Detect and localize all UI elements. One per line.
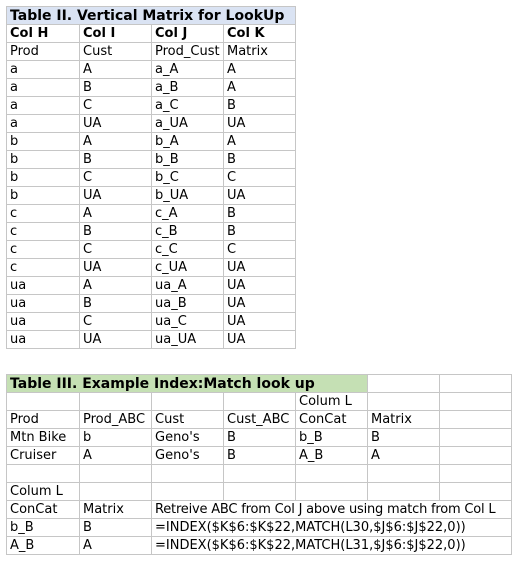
- cell-prod-cust: ua_B: [152, 295, 224, 313]
- empty-cell: [152, 393, 224, 411]
- header-concat: ConCat: [296, 411, 368, 429]
- cell-prod-cust: ua_A: [152, 277, 224, 295]
- cell-matrix: B: [224, 97, 296, 115]
- cell-matrix: UA: [224, 259, 296, 277]
- cell-matrix: A: [224, 61, 296, 79]
- cell-cust: C: [80, 313, 152, 331]
- empty-cell: [152, 483, 224, 501]
- cell-cust: B: [80, 79, 152, 97]
- cell-prod-cust: b_A: [152, 133, 224, 151]
- cell-prod-cust: a_B: [152, 79, 224, 97]
- cell-prod: a: [7, 97, 80, 115]
- table-iii: [6, 374, 512, 555]
- empty-cell: [80, 465, 152, 483]
- cell-prod: a: [7, 61, 80, 79]
- empty-cell: [368, 393, 440, 411]
- header-prod: Prod: [7, 411, 80, 429]
- cell-cust: A: [80, 133, 152, 151]
- field-name-prod: Prod: [7, 43, 80, 61]
- table-row: [7, 205, 296, 223]
- empty-cell: [80, 483, 152, 501]
- formula-row-2-formula: =INDEX($K$6:$K$22,MATCH(L31,$J$6:$J$22,0)): [152, 537, 512, 555]
- cell-prod-cust: b_UA: [152, 187, 224, 205]
- cell-cust: C: [80, 169, 152, 187]
- cell-prod: ua: [7, 331, 80, 349]
- table-row: [7, 223, 296, 241]
- row-mtn-bike-cust-abc: B: [224, 429, 296, 447]
- table-row: [7, 241, 296, 259]
- formula-row-1-formula: =INDEX($K$6:$K$22,MATCH(L30,$J$6:$J$22,0)): [152, 519, 512, 537]
- cell-matrix: UA: [224, 187, 296, 205]
- table-row: [7, 79, 296, 97]
- cell-prod: c: [7, 205, 80, 223]
- cell-matrix: C: [224, 241, 296, 259]
- cell-prod-cust: b_C: [152, 169, 224, 187]
- cell-cust: B: [80, 151, 152, 169]
- cell-cust: C: [80, 241, 152, 259]
- empty-cell: [440, 465, 512, 483]
- cell-cust: C: [80, 97, 152, 115]
- formula-row-2-concat: A_B: [7, 537, 80, 555]
- colum-l-label: Colum L: [296, 393, 368, 411]
- field-name-cust: Cust: [80, 43, 152, 61]
- table-row: [7, 133, 296, 151]
- cell-prod-cust: c_A: [152, 205, 224, 223]
- empty-cell: [7, 393, 80, 411]
- cell-prod: c: [7, 259, 80, 277]
- colum-l-label-2: Colum L: [7, 483, 80, 501]
- table-row: [7, 115, 296, 133]
- cell-prod: ua: [7, 313, 80, 331]
- cell-cust: A: [80, 277, 152, 295]
- table-ii-body: [7, 61, 296, 349]
- cell-prod: b: [7, 169, 80, 187]
- cell-prod-cust: a_A: [152, 61, 224, 79]
- cell-prod: b: [7, 187, 80, 205]
- row-cruiser-prod-abc: A: [80, 447, 152, 465]
- table-row: [7, 61, 296, 79]
- cell-prod: b: [7, 133, 80, 151]
- cell-prod: a: [7, 115, 80, 133]
- cell-prod: ua: [7, 277, 80, 295]
- col-header-k: Col K: [224, 25, 296, 43]
- row-mtn-bike-concat: b_B: [296, 429, 368, 447]
- row-cruiser-concat: A_B: [296, 447, 368, 465]
- empty-cell: [440, 375, 512, 393]
- table-row: [7, 331, 296, 349]
- table-row: [7, 97, 296, 115]
- row-cruiser-cust-abc: B: [224, 447, 296, 465]
- empty-cell: [440, 447, 512, 465]
- empty-cell: [440, 393, 512, 411]
- empty-cell: [440, 483, 512, 501]
- cell-matrix: UA: [224, 313, 296, 331]
- field-name-matrix: Matrix: [224, 43, 296, 61]
- cell-matrix: UA: [224, 331, 296, 349]
- col-header-j: Col J: [152, 25, 224, 43]
- cell-prod: b: [7, 151, 80, 169]
- col-header-i: Col I: [80, 25, 152, 43]
- formula-row-1-concat: b_B: [7, 519, 80, 537]
- cell-cust: B: [80, 295, 152, 313]
- cell-matrix: A: [224, 133, 296, 151]
- row-cruiser-matrix: A: [368, 447, 440, 465]
- table-row: [7, 313, 296, 331]
- empty-cell: [368, 375, 440, 393]
- empty-cell: [224, 483, 296, 501]
- empty-cell: [7, 465, 80, 483]
- cell-matrix: UA: [224, 277, 296, 295]
- table-row: [7, 277, 296, 295]
- cell-cust: UA: [80, 331, 152, 349]
- formula-row-1-matrix: B: [80, 519, 152, 537]
- row-cruiser-cust: Geno's: [152, 447, 224, 465]
- empty-cell: [368, 465, 440, 483]
- cell-prod-cust: c_UA: [152, 259, 224, 277]
- cell-prod-cust: a_C: [152, 97, 224, 115]
- cell-matrix: B: [224, 205, 296, 223]
- cell-matrix: B: [224, 151, 296, 169]
- row-mtn-bike-prod: Mtn Bike: [7, 429, 80, 447]
- cell-prod: c: [7, 241, 80, 259]
- retrieve-note: Retreive ABC from Col J above using match from Col L: [152, 501, 512, 519]
- table-ii: [6, 6, 296, 349]
- empty-cell: [224, 393, 296, 411]
- formula-row-2-matrix: A: [80, 537, 152, 555]
- row-cruiser-prod: Cruiser: [7, 447, 80, 465]
- row-mtn-bike-prod-abc: b: [80, 429, 152, 447]
- empty-cell: [440, 429, 512, 447]
- cell-prod-cust: ua_C: [152, 313, 224, 331]
- cell-prod-cust: a_UA: [152, 115, 224, 133]
- header2-matrix: Matrix: [80, 501, 152, 519]
- empty-cell: [368, 483, 440, 501]
- row-mtn-bike-matrix: B: [368, 429, 440, 447]
- header-cust-abc: Cust_ABC: [224, 411, 296, 429]
- empty-cell: [152, 465, 224, 483]
- table-row: [7, 151, 296, 169]
- cell-matrix: C: [224, 169, 296, 187]
- table-row: [7, 259, 296, 277]
- empty-cell: [224, 465, 296, 483]
- header2-concat: ConCat: [7, 501, 80, 519]
- table-row: [7, 187, 296, 205]
- field-name-prod-cust: Prod_Cust: [152, 43, 224, 61]
- cell-cust: B: [80, 223, 152, 241]
- cell-matrix: A: [224, 79, 296, 97]
- empty-cell: [440, 411, 512, 429]
- empty-cell: [296, 483, 368, 501]
- cell-prod-cust: c_C: [152, 241, 224, 259]
- cell-prod-cust: b_B: [152, 151, 224, 169]
- row-mtn-bike-cust: Geno's: [152, 429, 224, 447]
- cell-prod: c: [7, 223, 80, 241]
- cell-prod: a: [7, 79, 80, 97]
- cell-matrix: UA: [224, 295, 296, 313]
- cell-cust: A: [80, 61, 152, 79]
- cell-cust: UA: [80, 259, 152, 277]
- empty-cell: [296, 465, 368, 483]
- cell-prod-cust: c_B: [152, 223, 224, 241]
- header-cust: Cust: [152, 411, 224, 429]
- empty-cell: [80, 393, 152, 411]
- table-row: [7, 295, 296, 313]
- cell-cust: UA: [80, 187, 152, 205]
- header-prod-abc: Prod_ABC: [80, 411, 152, 429]
- cell-cust: A: [80, 205, 152, 223]
- header-matrix: Matrix: [368, 411, 440, 429]
- cell-matrix: UA: [224, 115, 296, 133]
- table-ii-title: Table II. Vertical Matrix for LookUp: [7, 7, 296, 25]
- table-row: [7, 169, 296, 187]
- cell-prod: ua: [7, 295, 80, 313]
- col-header-h: Col H: [7, 25, 80, 43]
- cell-prod-cust: ua_UA: [152, 331, 224, 349]
- cell-matrix: B: [224, 223, 296, 241]
- cell-cust: UA: [80, 115, 152, 133]
- table-iii-title: Table III. Example Index:Match look up: [7, 375, 368, 393]
